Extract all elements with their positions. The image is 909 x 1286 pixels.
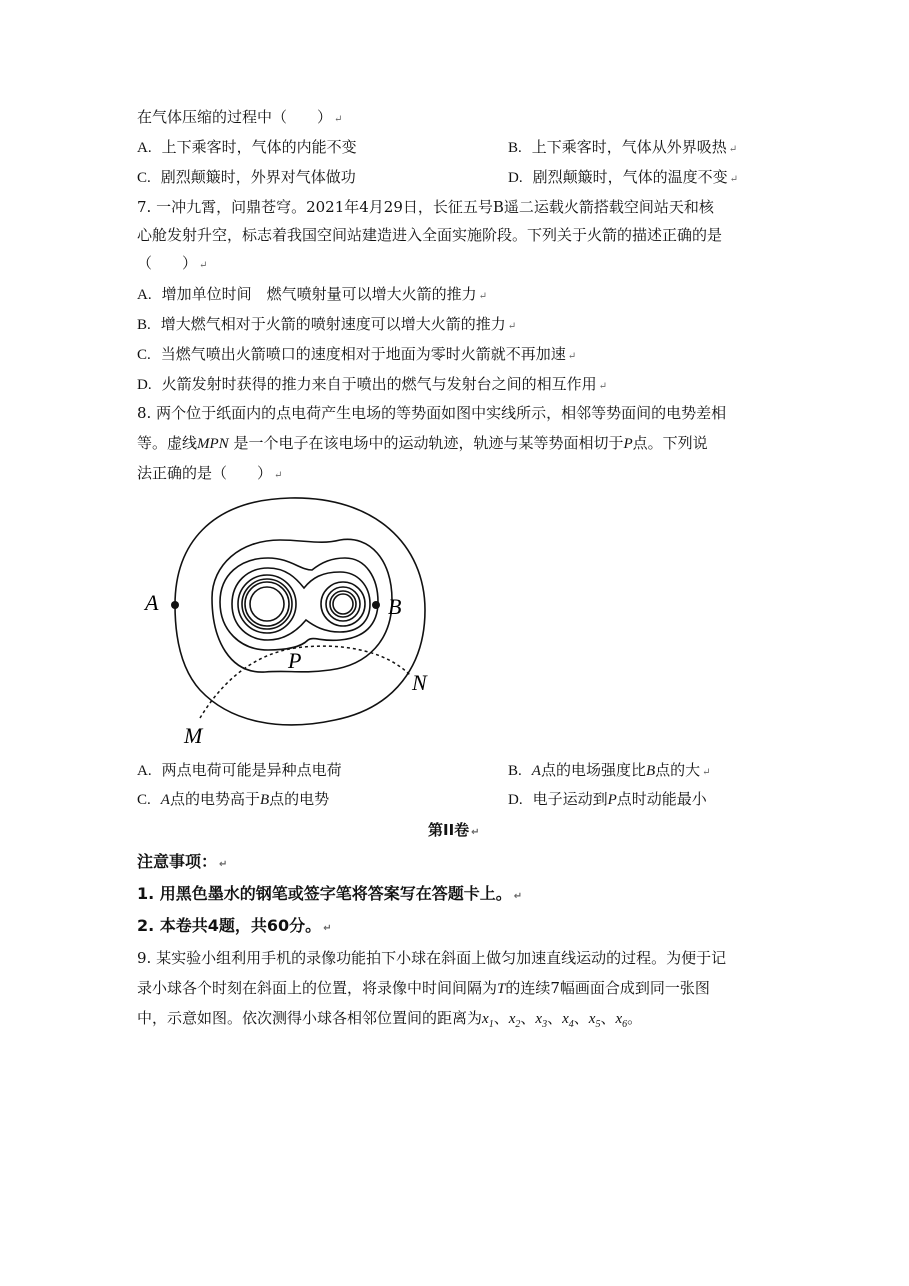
q6-option-a: A. 上下乘客时，气体的内能不变 (137, 138, 357, 156)
label-n: N (412, 670, 427, 695)
q8-option-d: D. 电子运动到P点时动能最小 (508, 790, 707, 808)
distance-x2: $x_2$ (508, 1011, 521, 1030)
q7-option-a: A. 增加单位时间 燃气喷射量可以增大火箭的推力 ↵ (137, 285, 487, 303)
q6-option-b: B. 上下乘客时，气体从外界吸热 ↵ (508, 138, 738, 156)
distance-x6: $x_6$ (615, 1011, 628, 1030)
q8-stem-line2: 等。虚线MPN 是一个电子在该电场中的运动轨迹，轨迹与某等势面相切于P点。下列说 (137, 434, 708, 452)
q8-option-a: A. 两点电荷可能是异种点电荷 (137, 761, 342, 779)
label-a: A (145, 590, 159, 615)
part2-title: 第II卷 ↵ (428, 821, 480, 839)
q7-option-c: C. 当燃气喷出火箭喷口的速度相对于地面为零时火箭就不再加速 ↵ (137, 345, 577, 363)
q8-option-c: C. A点的电势高于B点的电势 (137, 790, 330, 808)
point-b-dot (372, 601, 380, 609)
notice-item-1: 1. 用黑色墨水的钢笔或签字笔将答案写在答题卡上。 ↵ (137, 884, 523, 903)
equipotential-figure (140, 490, 450, 755)
q7-option-d: D. 火箭发射时获得的推力来自于喷出的燃气与发射台之间的相互作用 ↵ (137, 375, 607, 393)
q9-stem-line3: 中，示意如图。依次测得小球各相邻位置间的距离为$x_1$、$x_2$、$x_3$、$x_4$、$x_5$、$x_6$。 (137, 1009, 643, 1030)
q6-option-c: C. 剧烈颠簸时，外界对气体做功 (137, 168, 356, 186)
q9-stem-line2: 录小球各个时刻在斜面上的位置，将录像中时间间隔为T的连续7幅画面合成到同一张图 (137, 979, 710, 997)
distance-x5: $x_5$ (588, 1011, 601, 1030)
trajectory-mpn (200, 646, 410, 718)
q9-stem-line1: 9. 某实验小组利用手机的录像功能拍下小球在斜面上做匀加速直线运动的过程。为便于记 (137, 949, 727, 967)
q8-stem-line3: 法正确的是（ ） ↵ (137, 464, 283, 482)
q6-option-d: D. 剧烈颠簸时，气体的温度不变 ↵ (508, 168, 738, 186)
q7-stem-line3: （ ） ↵ (137, 254, 208, 272)
label-p: P (288, 648, 302, 673)
point-a-dot (171, 601, 179, 609)
notice-item-2: 2. 本卷共4题，共60分。 ↵ (137, 916, 332, 935)
notice-title: 注意事项： ↵ (137, 852, 228, 871)
label-b: B (388, 594, 402, 619)
equipotential-third (220, 558, 378, 650)
distance-x1: $x_1$ (482, 1011, 494, 1030)
distance-x4: $x_4$ (562, 1011, 574, 1030)
q7-stem-line2: 心舱发射升空，标志着我国空间站建造进入全面实施阶段。下列关于火箭的描述正确的是 (137, 226, 723, 244)
q8-stem-line1: 8. 两个位于纸面内的点电荷产生电场的等势面如图中实线所示，相邻等势面间的电势差相 (137, 404, 727, 422)
q7-option-b: B. 增大燃气相对于火箭的喷射速度可以增大火箭的推力 ↵ (137, 315, 517, 333)
q7-stem-line1: 7. 一冲九霄，问鼎苍穹。2021年4月29日，长征五号B遥二运载火箭搭载空间站天和核 (137, 198, 714, 216)
q6-stem-tail: 在气体压缩的过程中（ ） ↵ (137, 108, 343, 126)
q8-option-b: B. A点的电场强度比B点的大 ↵ (508, 761, 711, 779)
distance-x3: $x_3$ (535, 1011, 548, 1030)
label-m: M (184, 723, 203, 748)
